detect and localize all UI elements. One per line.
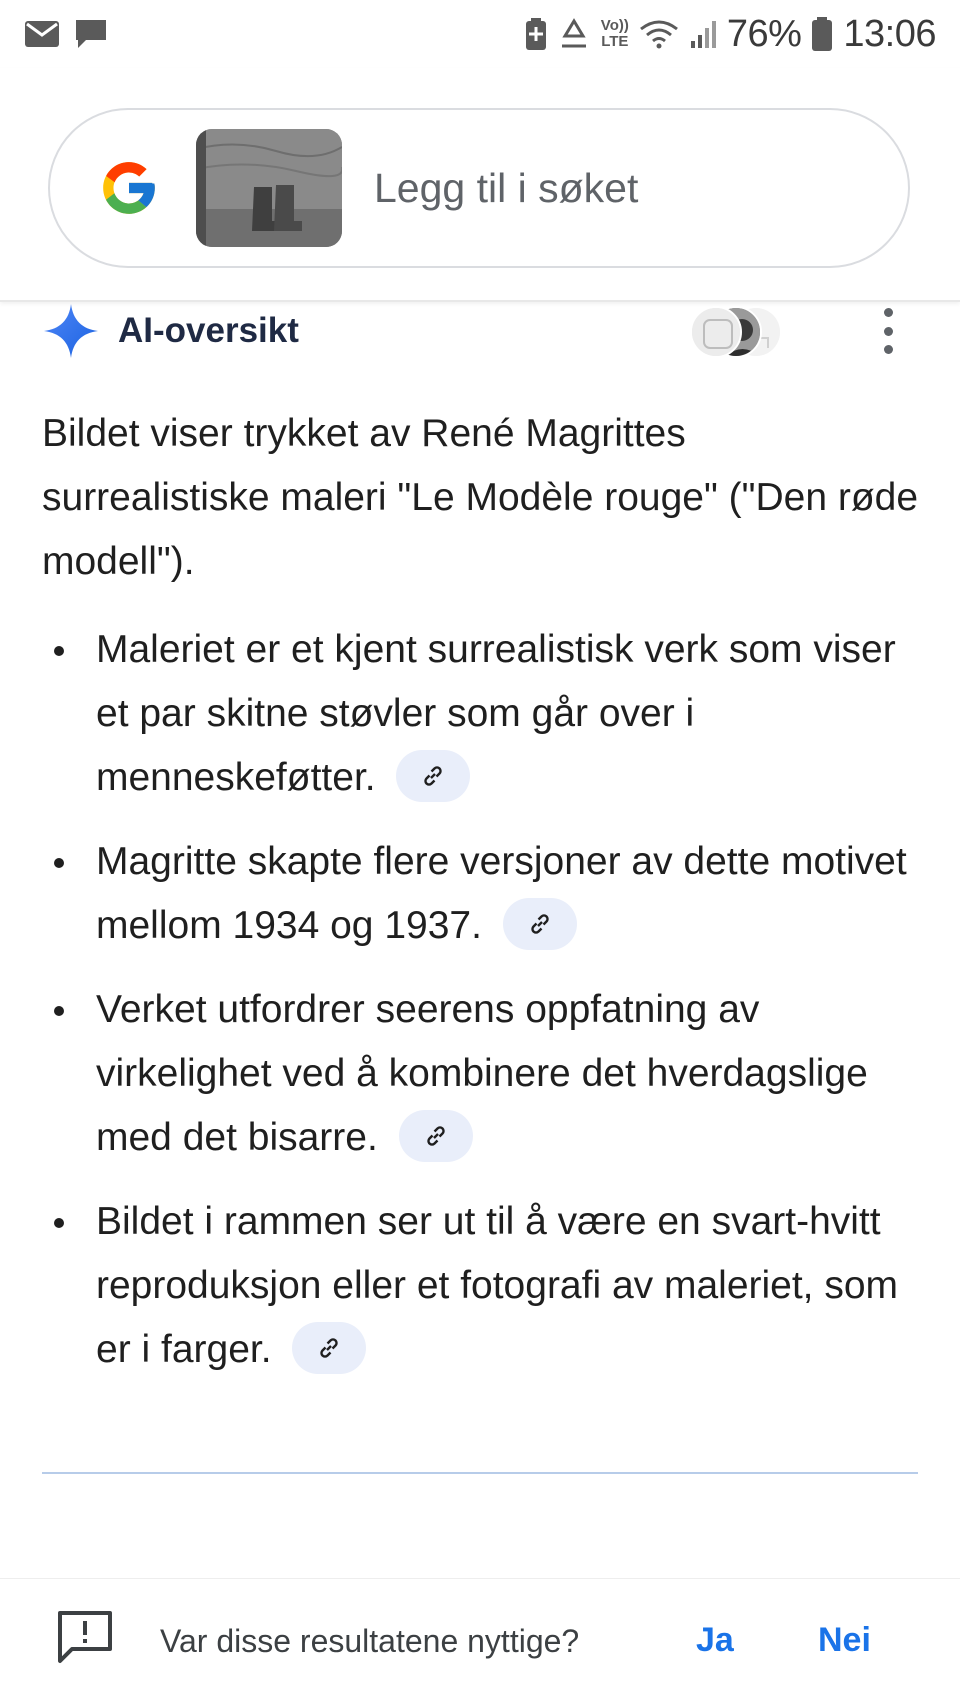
- mail-icon: [24, 19, 60, 49]
- source-link-button[interactable]: [503, 898, 577, 950]
- link-icon: [420, 763, 446, 789]
- recycle-icon: [557, 18, 591, 50]
- ai-overview-header: [42, 302, 922, 360]
- ai-overview-summary: Bildet viser trykket av René Magrittes surrealistiske maleri "Le Modèle rouge" ("Den røde modell").: [42, 412, 919, 583]
- search-bar[interactable]: [48, 108, 910, 268]
- list-item: [42, 830, 922, 958]
- feedback-no-button[interactable]: Nei: [818, 1621, 871, 1659]
- volte-top: Vo)): [600, 17, 629, 34]
- status-bar: [0, 0, 960, 68]
- link-icon: [423, 1123, 449, 1149]
- google-g-icon[interactable]: [98, 157, 160, 219]
- list-item: [42, 978, 922, 1170]
- list-item: [42, 618, 922, 810]
- ai-overview-bullets: [42, 618, 922, 1402]
- feedback-question: Var disse resultatene nyttige?: [160, 1623, 580, 1659]
- wifi-icon: [639, 19, 679, 49]
- battery-icon: [811, 16, 833, 52]
- search-header: [0, 68, 960, 302]
- source-link-button[interactable]: [399, 1110, 473, 1162]
- volte-bottom: LTE: [601, 33, 629, 50]
- clock: 13:06: [843, 12, 936, 55]
- more-options-icon[interactable]: [878, 308, 898, 354]
- bullet-text: Magritte skapte flere versjoner av dette motivet mellom 1934 og 1937.: [96, 840, 907, 947]
- status-left: [24, 18, 108, 50]
- feedback-icon: [56, 1609, 114, 1670]
- feedback-bar: [0, 1578, 960, 1707]
- volte-icon: [601, 18, 629, 50]
- section-divider: [42, 1472, 918, 1474]
- message-icon: [74, 18, 108, 50]
- bullet-text: Bildet i rammen ser ut til å være en svart-hvitt reproduksjon eller et fotografi av maleriet, som er i farger.: [96, 1200, 899, 1371]
- link-icon: [316, 1335, 342, 1361]
- battery-percent: 76%: [726, 12, 802, 55]
- list-item: [42, 1190, 922, 1382]
- status-right: [525, 13, 936, 56]
- source-link-button[interactable]: [396, 750, 470, 802]
- sparkle-icon: [42, 302, 100, 360]
- search-input[interactable]: Legg til i søket: [374, 164, 639, 211]
- bullet-text: Verket utfordrer seerens oppfatning av virkelighet ved å kombinere det hverdagslige med det bisarre.: [96, 988, 868, 1159]
- source-avatars[interactable]: [690, 306, 830, 358]
- bullet-text: Maleriet er et kjent surrealistisk verk som viser et par skitne støvler som går over i menneskeføtter.: [96, 628, 896, 799]
- battery-saver-icon: [525, 17, 547, 51]
- source-link-button[interactable]: [292, 1322, 366, 1374]
- signal-icon: [689, 19, 717, 49]
- boots-painting-thumbnail[interactable]: [196, 129, 342, 247]
- link-icon: [527, 911, 553, 937]
- feedback-yes-button[interactable]: Ja: [696, 1621, 734, 1659]
- ai-overview-title: AI-oversikt: [118, 311, 299, 350]
- source-avatar[interactable]: [690, 306, 742, 358]
